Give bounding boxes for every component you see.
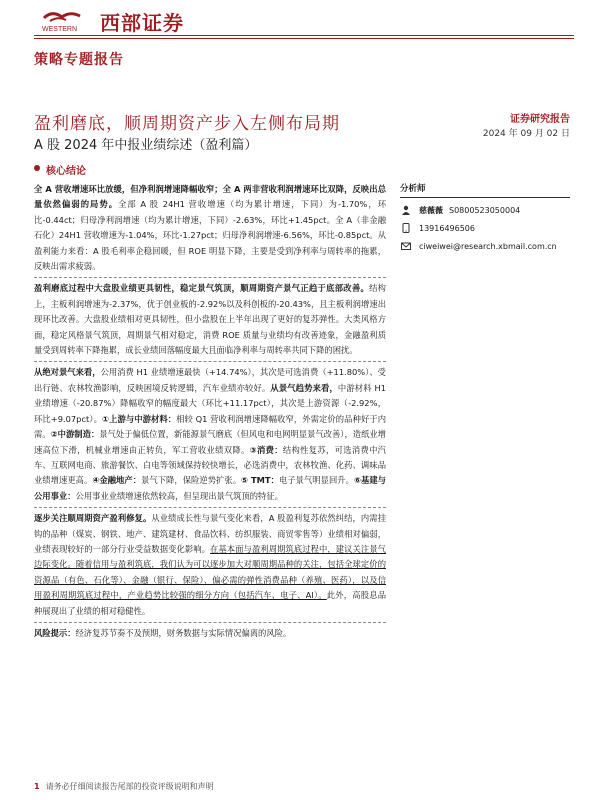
p4-underlined: 在基本面与盈利周期筑底过程中，建议关注景气边际变化。随着信用与盈利筑底，我们认为可以逐步加大对顺周期品种的关注，包括全球定价的资源品（有色、石化等）、金融（银行、保险）、偏必需的弹性消费品种（养殖、医药），以及信用盈利周期筑底过程中，产业趋势比较强的细分方向（包括汽车、电子、AI）。 [34, 543, 386, 601]
person-icon [400, 205, 411, 216]
p3-lead1: 从绝对景气来看， [34, 367, 101, 378]
analyst-heading: 分析师 [400, 182, 570, 198]
brand-logo-icon [40, 8, 90, 34]
page-footer [34, 781, 214, 792]
divider [34, 277, 386, 278]
paragraph-4 [34, 511, 386, 619]
doc-type: 策略专题报告 [34, 52, 124, 68]
footer-note: 请务必仔细阅读报告尾部的投资评级说明和声明 [45, 782, 214, 791]
p3-s3: 结构性复苏，可选消费中汽车、互联网电商、旅游餐饮、白电等领域保持较快增长，必选消费中，农林牧渔、化药、调味品业绩增速更高。 [34, 444, 386, 486]
p3-s1-head: ①上游与中游材料： [101, 413, 177, 424]
divider [34, 622, 386, 623]
p3-s3-head: ③消费： [249, 444, 283, 455]
p3-s1: 相较 Q1 营收利润增速降幅收窄，外需定价的品种好于内需。 [34, 413, 386, 440]
analyst-name-row [400, 204, 570, 216]
paragraph-2 [34, 281, 386, 358]
divider [34, 361, 386, 362]
p4-body: 从业绩成长性与景气变化来看，A 股盈利复苏依然纠结，内需挂钩的品种（煤炭、钢铁、地产、建筑建材、食品饮料、纺织服装、商贸零售等）业绩相对偏弱，业绩表现较好的一部分行业受益数据变化影响。 [34, 513, 386, 554]
risk-lead: 风险提示： [34, 627, 76, 638]
p3-s2-head: ②中游制造： [50, 429, 100, 440]
phone-icon [400, 223, 411, 234]
p2-lead: 盈利磨底过程中大盘股业绩更具韧性，稳定景气筑顶，顺周期资产景气正趋于底部改善。 [34, 283, 370, 294]
p3-body2: 中游材料 H1 业绩增速（-20.87%）降幅收窄的幅度最大（环比+11.17pct），其次是上游资源（-2.92%，环比+9.07pct）。 [34, 382, 386, 424]
brand-en: WESTERN [42, 26, 77, 33]
p3-lead2: 从景气趋势来看， [270, 382, 338, 393]
section-label: 核心结论 [46, 166, 86, 177]
p3-s2: 景气处于偏低位置，新能源景气磨底（但风电和电网明显景气改善），造纸业增速高位下滑，机械业增速由正转负，军工营收业绩双降。 [34, 429, 386, 455]
main-content [34, 182, 386, 643]
risk-body: 经济复苏节奏不及预期，财务数据与实际情况偏离的风险。 [75, 627, 292, 638]
analyst-phone-row [400, 222, 570, 234]
p3-s4-head: ④金融地产： [92, 475, 142, 486]
analyst-phone: 13916496506 [419, 223, 475, 233]
p3-s5-head: ⑤ TMT： [241, 475, 279, 486]
analyst-email-row [400, 240, 570, 252]
paragraph-1 [34, 182, 386, 274]
analyst-name: 慈薇薇 [419, 205, 443, 215]
p3-s6: 公用事业业绩增速依然较高，但呈现出景气筑顶的特征。 [75, 490, 283, 501]
page-number: 1 [34, 782, 40, 791]
report-type: 证券研究报告 [510, 114, 570, 125]
p2-body: 结构上，主板利润增速为-2.37%，优于创业板的-2.92%以及科创板的-20.43%，且主板利润增速出现环比改善。大盘股业绩相对更具韧性，但小盘股在上半年出现了更好的复苏弹性。大类风格方面，稳定风格景气筑顶，周期景气相对稳定，消费 ROE 质量与业绩均有改善迹象，金融盈利质量受到周转率下降拖累，成长业绩回落幅度最大且面临净利率与周转率共同下降的困扰。 [34, 283, 386, 356]
p1-lead: 全 A 营收增速环比放缓，但净利润增速降幅收窄；全 A 两非营收利润增速环比双降，反映出总量依然偏弱的局势。 [34, 184, 386, 210]
analyst-email[interactable]: ciweiwei@research.xbmail.com.cn [419, 241, 557, 251]
email-icon [400, 241, 411, 252]
paragraph-3 [34, 365, 386, 504]
divider [34, 507, 386, 508]
page-subtitle: A 股 2024 年中报业绩综述（盈利篇） [34, 138, 258, 153]
p3-s4: 景气下降，保险逆势扩张。 [141, 475, 242, 486]
header-rule-thin [34, 38, 574, 39]
header-rule [34, 35, 574, 36]
p4-tail: 此外，高股息品种展现出了业绩的相对稳健性。 [34, 590, 386, 616]
p3-s5: 电子景气明显回升。 [278, 475, 354, 486]
page-title: 盈利磨底，顺周期资产步入左侧布局期 [34, 114, 340, 134]
analyst-panel [400, 182, 570, 252]
brand-name: 西部证券 [100, 11, 184, 35]
p4-lead: 逐步关注顺周期资产盈利修复。 [34, 513, 152, 524]
analyst-cert: S0800523050004 [449, 205, 521, 215]
p1-body: 全部 A 股 24H1 营收增速（均为累计增速，下同）为-1.70%，环比-0.44ct；归母净利润增速（均为累计增速，下同）-2.63%，环比+1.45pct。全 A（非金融石化）24H1 营收增速为-1.04%，环比-1.27pct；归母净利润增速-6.56%，环比-0.85pct。从盈利能力来看：A 股毛利率企稳回暖，但 ROE 明显下降，主要是受到净利率与周转率的拖累，反映出需求疲弱。 [34, 199, 386, 272]
section-bullet-icon [34, 165, 40, 171]
report-date: 2024 年 09 月 02 日 [482, 129, 570, 139]
p3-body1: 公用消费 H1 业绩增速最快（+14.74%），其次是可选消费（+11.80%）、受出行链、农林牧渔影响，反映困境反转逻辑，汽车业绩亦较好。 [34, 367, 386, 393]
risk-paragraph [34, 626, 386, 641]
p3-s6-head: ⑥基建与公用事业： [34, 475, 386, 501]
